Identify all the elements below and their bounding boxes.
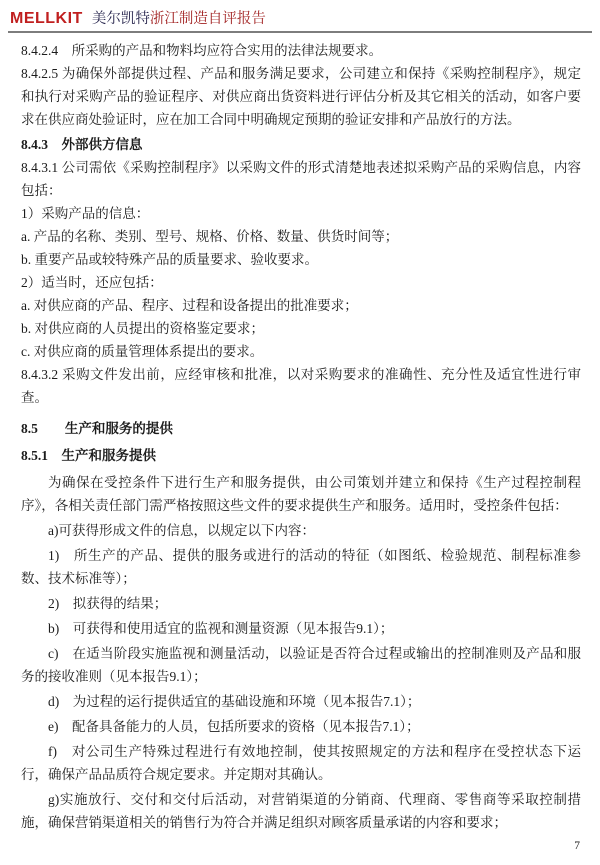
list-item-2: 2）适当时，还应包括： xyxy=(21,275,163,290)
list-item-a2: 2) 拟获得的结果； xyxy=(48,596,168,611)
paragraph-8431: 8.4.3.1 公司需依《采购控制程序》以采购文件的形式清楚地表述拟采购产品的采购信息，内容包括： xyxy=(21,160,581,198)
heading-843: 8.4.3 外部供方信息 xyxy=(21,137,143,152)
brand-logo: MELLKIT xyxy=(10,10,83,27)
paragraph-8425: 8.4.2.5 为确保外部提供过程、产品和服务满足要求，公司建立和保持《采购控制程序》，规定和执行对采购产品的验证程序、对供应商出货资料进行评估分析及其它相关的活动，如客户要求在供应商处验证时，应在加工合同中明确规定预期的验证安排和产品放行的方法。 xyxy=(21,66,581,127)
paragraph-8424: 8.4.2.4 所采购的产品和物料均应符合实用的法律法规要求。 xyxy=(21,43,383,58)
list-item-d: d) 为过程的运行提供适宜的基础设施和环境（见本报告7.1）； xyxy=(48,694,421,709)
paragraph-8432: 8.4.3.2 采购文件发出前，应经审核和批准，以对采购要求的准确性、充分性及适宜性进行审查。 xyxy=(21,367,581,405)
list-item-2c: c. 对供应商的质量管理体系提出的要求。 xyxy=(21,344,264,359)
list-item-f: f) 对公司生产特殊过程进行有效地控制，使其按照规定的方法和程序在受控状态下运行，确保产品品质符合规定要求。并定期对其确认。 xyxy=(21,744,581,782)
page-header xyxy=(0,0,600,28)
page-footer xyxy=(574,836,580,854)
list-item-1: 1）采购产品的信息： xyxy=(21,206,150,221)
heading-85: 8.5 生产和服务的提供 xyxy=(21,421,173,436)
list-item-c: c) 在适当阶段实施监视和测量活动，以验证是否符合过程或输出的控制准则及产品和服务的接收准则（见本报告9.1）； xyxy=(21,646,581,684)
list-item-a1: 1) 所生产的产品、提供的服务或进行的活动的特征（如图纸、检验规范、制程标准参数、技术标准等）； xyxy=(21,548,581,586)
list-item-1a: a. 产品的名称、类别、型号、规格、价格、数量、供货时间等； xyxy=(21,229,399,244)
list-item-e: e) 配备具备能力的人员，包括所要求的资格（见本报告7.1）； xyxy=(48,719,420,734)
list-item-2b: b. 对供应商的人员提出的资格鉴定要求； xyxy=(21,321,264,336)
paragraph-851-intro: 为确保在受控条件下进行生产和服务提供，由公司策划并建立和保持《生产过程控制程序》，各相关责任部门需严格按照这些文件的要求提供生产和服务。适用时，受控条件包括： xyxy=(21,475,581,513)
list-item-a: a)可获得形成文件的信息，以规定以下内容： xyxy=(48,523,315,538)
list-item-1b: b. 重要产品或较特殊产品的质量要求、验收要求。 xyxy=(21,252,318,267)
company-name: 美尔凯特 xyxy=(91,11,150,27)
list-item-g: g)实施放行、交付和交付后活动，对营销渠道的分销商、代理商、零售商等采取控制措施，确保营销渠道相关的销售行为符合并满足组织对顾客质量承诺的内容和要求； xyxy=(21,792,581,830)
document-body xyxy=(0,33,600,834)
heading-851: 8.5.1 生产和服务提供 xyxy=(21,448,156,463)
page-number: 7 xyxy=(574,840,580,852)
list-item-b: b) 可获得和使用适宜的监视和测量资源（见本报告9.1）； xyxy=(48,621,394,636)
list-item-2a: a. 对供应商的产品、程序、过程和设备提出的批准要求； xyxy=(21,298,358,313)
report-title: 浙江制造自评报告 xyxy=(149,11,266,27)
